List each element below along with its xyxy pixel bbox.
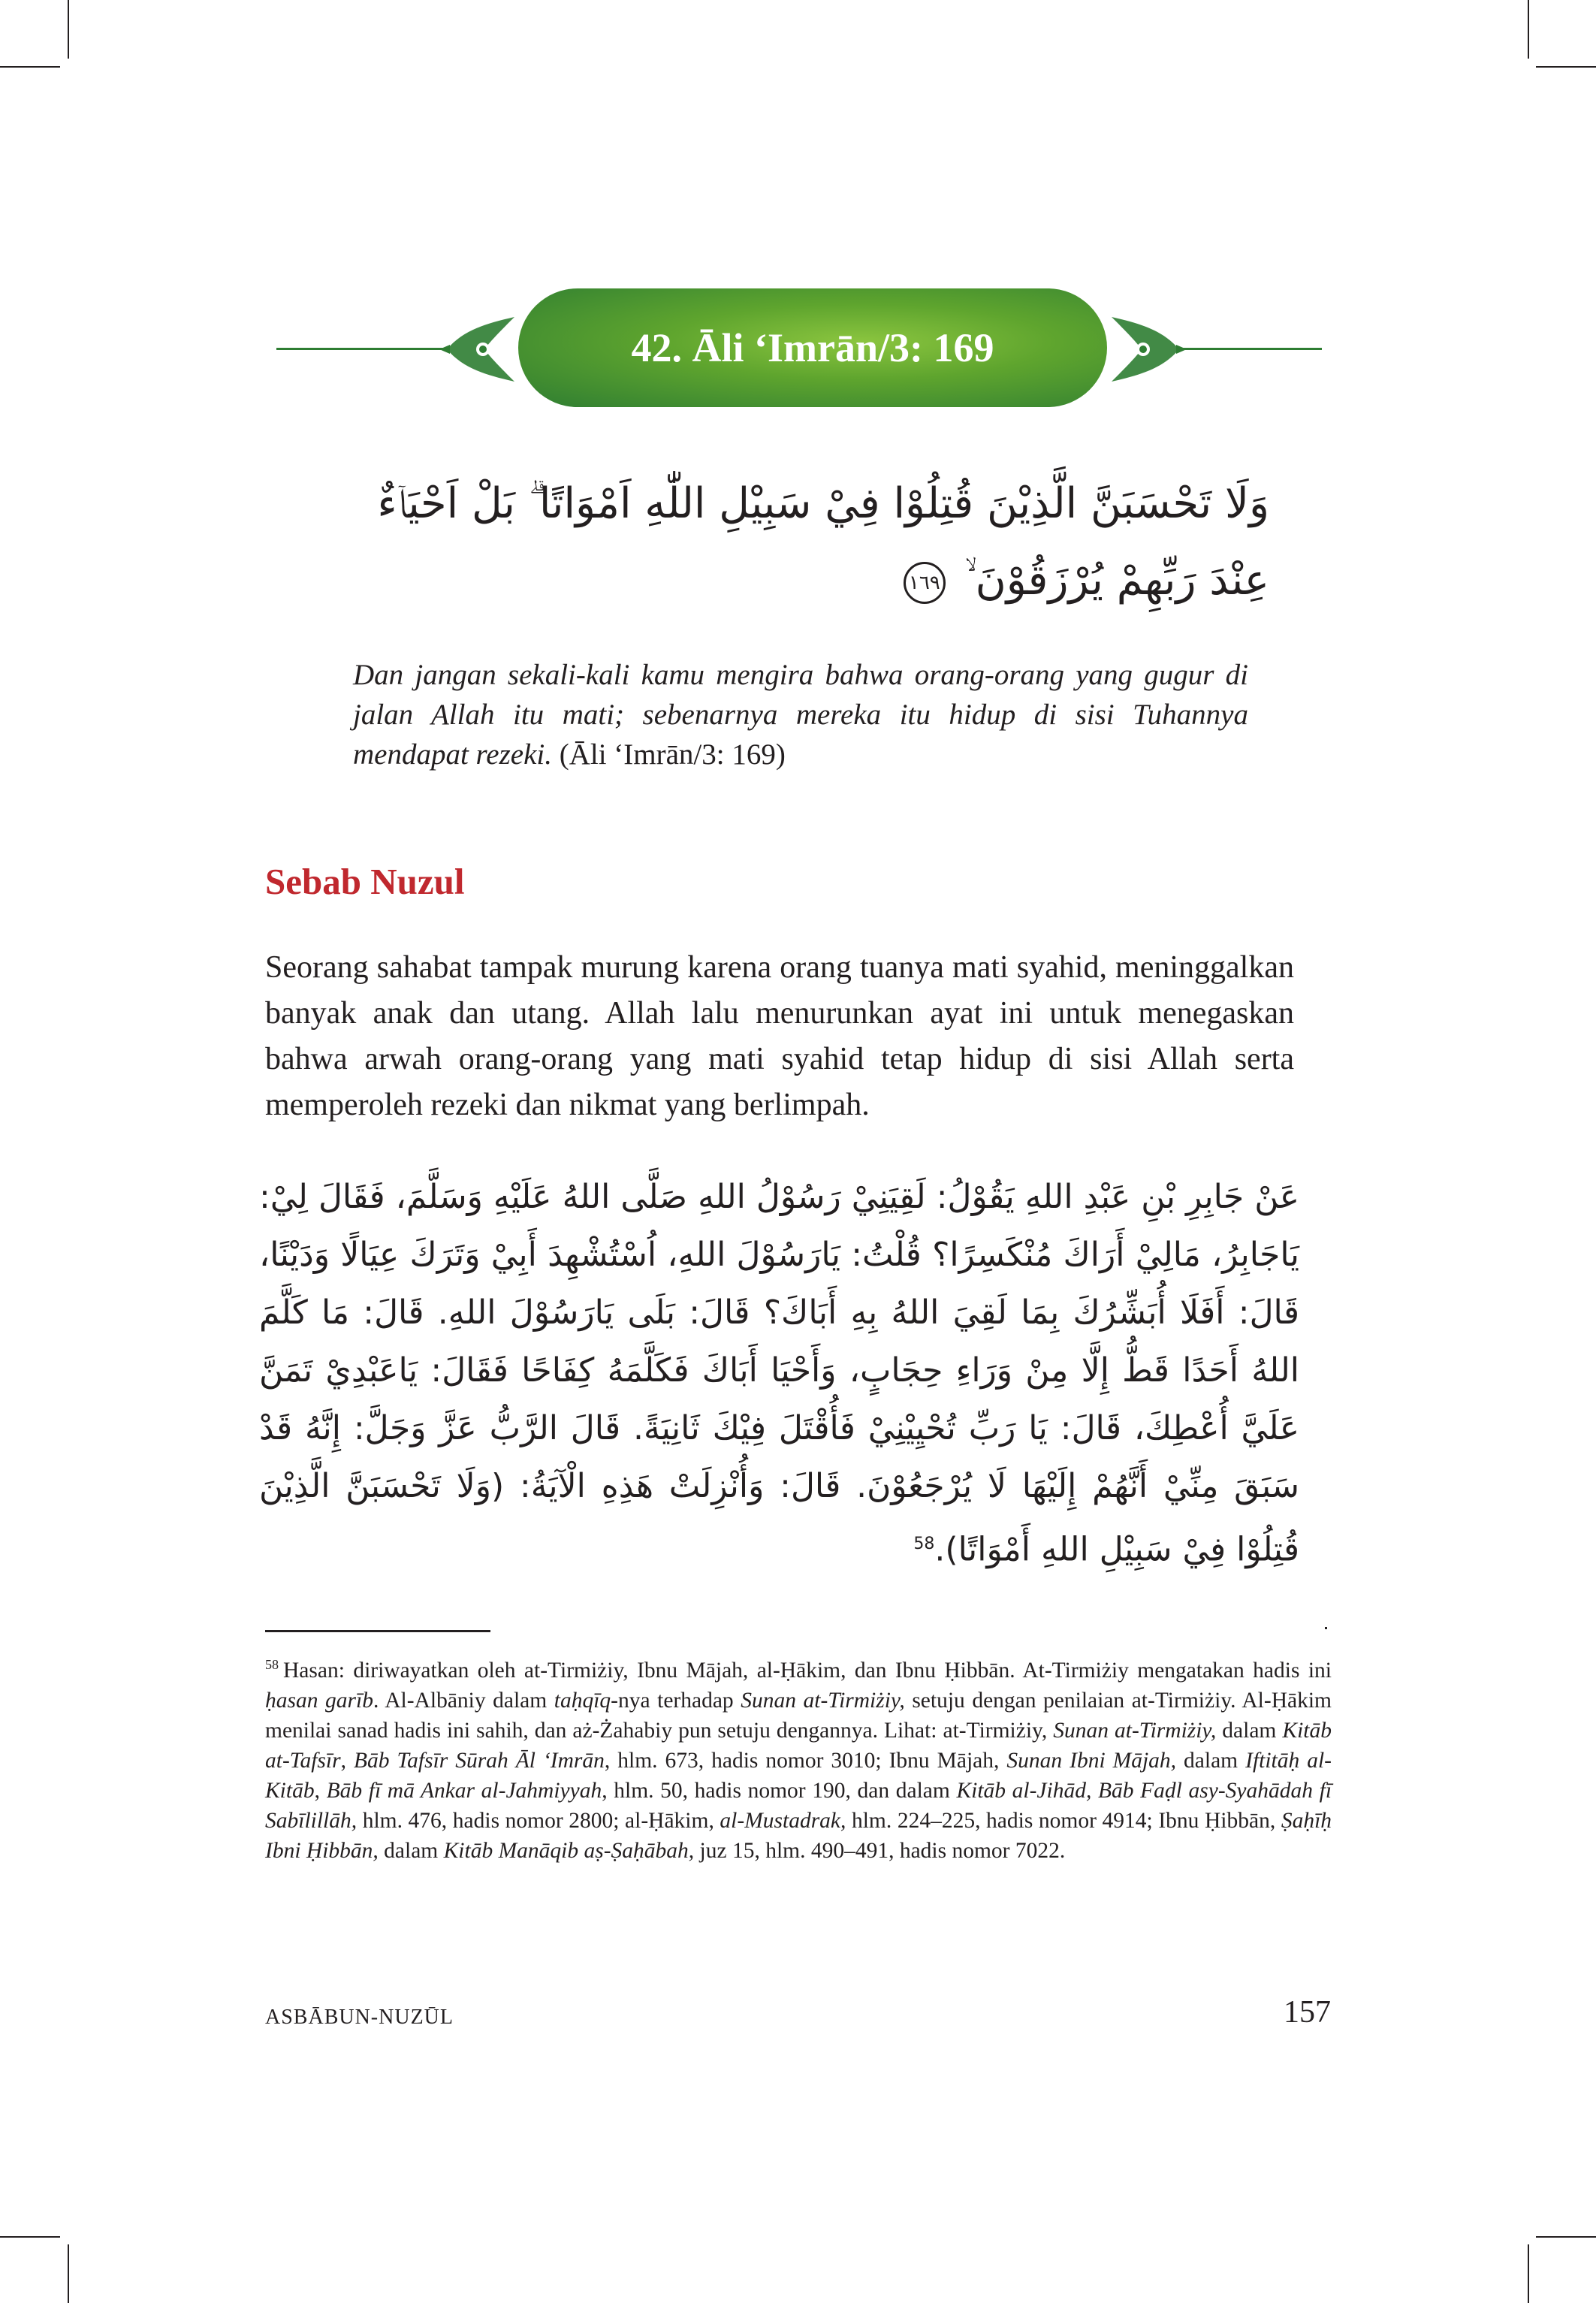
footnote-italic: Bāb fī mā Ankar al-Jahmiyyah	[326, 1778, 602, 1803]
footnote-text: hlm. 224–225, hadis nomor 4914; Ibnu Ḥibbān,	[846, 1808, 1281, 1833]
chapter-banner	[518, 288, 1107, 407]
translation-reference: (Āli ‘Imrān/3: 169)	[551, 738, 786, 771]
footnote-number: 58	[265, 1657, 279, 1672]
footnote-reference[interactable]: 58	[913, 1535, 935, 1553]
translation-text: Dan jangan sekali-kali kamu mengira bahwa orang-orang yang gugur di jalan Allah itu mati; sebenarnya mereka itu hidup di sisi Tuhannya mendapat rezeki.	[353, 659, 1248, 771]
crop-mark	[1536, 66, 1596, 68]
footnote-italic: Kitāb al-Jihād, Bāb Faḍl asy-Syahādah fī Sabīlillāh,	[265, 1778, 1332, 1833]
verse-translation	[353, 655, 1248, 774]
footnote-italic: Bāb Tafsīr Sūrah Āl ‘Imrān	[353, 1748, 605, 1773]
section-heading: Sebab Nuzul	[265, 861, 465, 902]
footnote-italic: Sunan at-Tirmiżiy,	[741, 1688, 905, 1713]
quran-verse	[315, 466, 1269, 619]
chapter-title: 42. Āli ‘Imrān/3: 169	[631, 325, 994, 370]
crop-mark	[1536, 2236, 1596, 2238]
ayah-number-icon: ١٦٩	[904, 562, 946, 604]
footnote-text: hlm. 476, hadis nomor 2800; al-Ḥākim,	[357, 1808, 720, 1833]
footnote-italic: ḥasan garīb	[265, 1688, 373, 1713]
crop-mark	[1528, 0, 1529, 59]
running-head: ASBĀBUN-NUZŪL	[265, 2006, 454, 2029]
footnote-italic: Sunan at-Tirmiżiy,	[1053, 1718, 1217, 1743]
crop-mark	[0, 2236, 60, 2238]
footnote-text: -nya terhadap	[611, 1688, 741, 1713]
footnote-text: setuju dengan penilaian at-Tirmiżiy. Al-Ḥākim menilai sanad hadis ini sahih, dan aż-Żahabiy pun setuju dengannya. Lihat: at-Tirmiżiy,	[265, 1688, 1332, 1743]
floral-ornament-icon	[1104, 309, 1187, 389]
footnote-text: dalam	[378, 1838, 444, 1863]
body-paragraph: Seorang sahabat tampak murung karena orang tuanya mati syahid, meninggalkan banyak anak dan utang. Allah lalu menurunkan ayat ini untuk menegaskan bahwa arwah orang-orang yang mati syahid tetap hidup di sisi Allah serta memperoleh rezeki dan nikmat yang berlimpah.	[265, 950, 1294, 1122]
verse-arabic-text: وَلَا تَحْسَبَنَّ الَّذِيْنَ قُتِلُوْا فِيْ سَبِيْلِ اللّٰهِ اَمْوَاتًا ۗ بَلْ اَحْيَاۤءٌ عِنْدَ رَبِّهِمْ يُرْزَقُوْنَ ۙ	[377, 479, 1269, 605]
footnote-text: Hasan: diriwayatkan oleh at-Tirmiżiy, Ibnu Mājah, al-Ḥākim, dan Ibnu Ḥibbān. At-Tirmiżiy mengatakan hadis ini	[283, 1658, 1332, 1683]
hadith-text: عَنْ جَابِرِ بْنِ عَبْدِ اللهِ يَقُوْلُ: لَقِيَنِيْ رَسُوْلُ اللهِ صَلَّى اللهُ عَلَيْهِ وَسَلَّمَ، فَقَالَ لِيْ: يَاجَابِرُ، مَالِيْ أَرَاكَ مُنْكَسِرًا؟ قُلْتُ: يَارَسُوْلَ اللهِ، اُسْتُشْهِدَ أَبِيْ وَتَرَكَ عِيَالًا وَدَيْنًا، قَالَ: أَفَلَا أُبَشِّرُكَ بِمَا لَقِيَ اللهُ بِهِ أَبَاكَ؟ قَالَ: بَلَى يَارَسُوْلَ اللهِ. قَالَ: مَا كَلَّمَ اللهُ أَحَدًا قَطُّ إِلَّا مِنْ وَرَاءِ حِجَابٍ، وَأَحْيَا أَبَاكَ فَكَلَّمَهُ كِفَاحًا فَقَالَ: يَاعَبْدِيْ تَمَنَّ عَلَيَّ أُعْطِكَ، قَالَ: يَا رَبِّ تُحْيِيْنِيْ فَأُقْتَلَ فِيْكَ ثَانِيَةً. قَالَ الرَّبُّ عَزَّ وَجَلَّ: إِنَّهُ قَدْ سَبَقَ مِنِّيْ أَنَّهُمْ إِلَيْهَا لَا يُرْجَعُوْنَ. قَالَ: وَأُنْزِلَتْ هَذِهِ الْآيَةُ: (وَلَا تَحْسَبَنَّ الَّذِيْنَ قُتِلُوْا فِيْ سَبِيْلِ اللهِ أَمْوَاتًا).	[259, 1178, 1299, 1569]
header-rule-right	[1182, 348, 1322, 350]
footnote-italic: Iftitāḥ al-Kitāb	[265, 1748, 1332, 1803]
hadith-arabic	[259, 1168, 1299, 1579]
footnote-text: , hlm. 50, hadis nomor 190, dan dalam	[602, 1778, 957, 1803]
footnote-dot	[1325, 1627, 1327, 1629]
page-number: 157	[1284, 1995, 1331, 2030]
crop-mark	[0, 66, 60, 68]
footnote-text: juz 15, hlm. 490–491, hadis nomor 7022.	[694, 1838, 1066, 1863]
footnote-text: . Al-Albāniy dalam	[373, 1688, 554, 1713]
footnote-text: , hlm. 673, hadis nomor 3010; Ibnu Mājah,	[604, 1748, 1007, 1773]
footnote-text: dalam	[1176, 1748, 1246, 1773]
footnote-italic: Sunan Ibni Mājah,	[1006, 1748, 1177, 1773]
footnote	[265, 1650, 1332, 1866]
footnote-text: dalam	[1216, 1718, 1283, 1743]
crop-mark	[68, 2244, 69, 2303]
footnote-italic: Ṣaḥīḥ Ibni Ḥibbān,	[265, 1808, 1332, 1863]
footnote-italic: taḥqīq	[554, 1688, 611, 1713]
crop-mark	[68, 0, 69, 59]
footnote-text: ,	[340, 1748, 354, 1773]
footnote-italic: al-Mustadrak,	[720, 1808, 846, 1833]
floral-ornament-icon	[439, 309, 522, 389]
footnote-text: ,	[314, 1778, 327, 1803]
header-rule-left	[276, 348, 443, 350]
crop-mark	[1528, 2244, 1529, 2303]
footnote-italic: Kitāb at-Tafsīr	[265, 1718, 1332, 1773]
footnote-divider	[265, 1630, 490, 1632]
footnote-italic: Kitāb Manāqib aṣ-Ṣaḥābah,	[443, 1838, 695, 1863]
